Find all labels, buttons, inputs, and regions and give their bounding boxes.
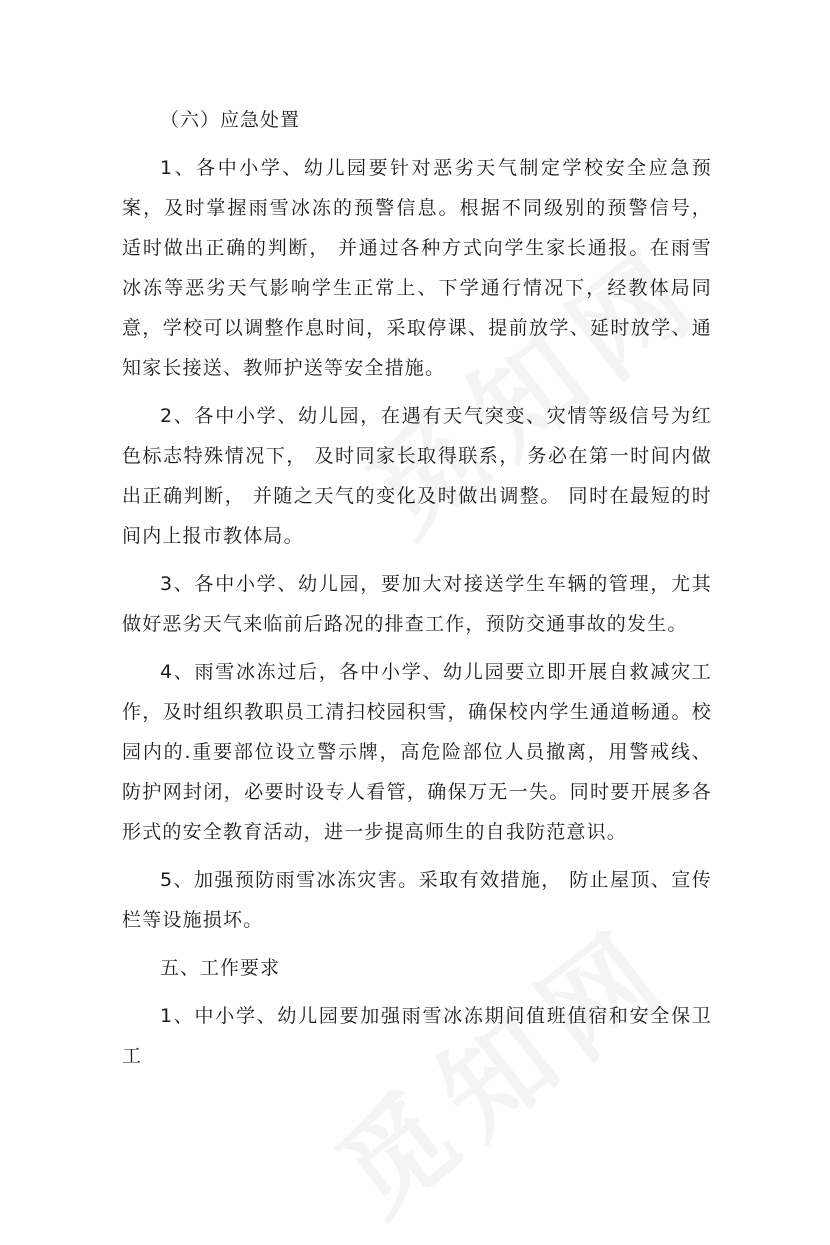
paragraph: 4、雨雪冰冻过后，各中小学、幼儿园要立即开展自救减灾工作，及时组织教职员工清扫校园积雪，确保校内学生通道畅通。校园内的.重要部位设立警示牌，高危险部位人员撤离，用警戒线、防护网封闭，必要时设专人看管，确保万无一失。同时要开展多各形式的安全教育活动，进一步提高师生的自我防范意识。: [122, 661, 712, 843]
paragraph: 1、中小学、幼儿园要加强雨雪冰冻期间值班值宿和安全保卫工: [122, 1005, 712, 1067]
document-body: [122, 100, 712, 1076]
paragraph: 5、加强预防雨雪冰冻灾害。采取有效措施， 防止屋顶、宣传栏等设施损坏。: [122, 869, 712, 931]
section-heading: （六）应急处置: [160, 109, 301, 131]
paragraph: 2、各中小学、幼儿园，在遇有天气突变、灾情等级信号为红色标志特殊情况下， 及时同家长取得联系， 务必在第一时间内做出正确判断， 并随之天气的变化及时做出调整。 同时在最短的时间内上报市教体局。: [122, 405, 712, 547]
paragraph: 3、各中小学、幼儿园，要加大对接送学生车辆的管理，尤其做好恶劣天气来临前后路况的排查工作，预防交通事故的发生。: [122, 573, 712, 635]
paragraph: 1、各中小学、幼儿园要针对恶劣天气制定学校安全应急预案，及时掌握雨雪冰冻的预警信息。根据不同级别的预警信号， 适时做出正确的判断， 并通过各种方式向学生家长通报。在雨雪冰冻等恶劣天气影响学生正常上、下学通行情况下，经教体局同意，学校可以调整作息时间，采取停课、提前放学、延时放学、通知家长接送、教师护送等安全措施。: [122, 157, 712, 379]
section-heading: 五、工作要求: [160, 957, 281, 979]
